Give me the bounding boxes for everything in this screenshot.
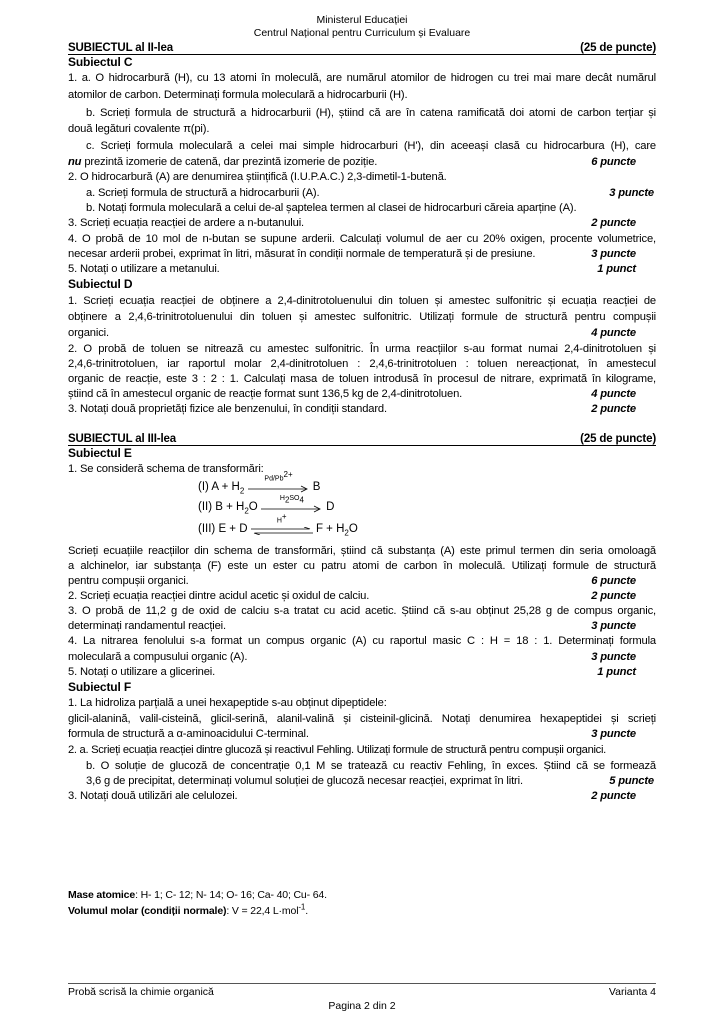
- c-q1b-line1: b. Scrieți formula de structură a hidrocarburii (H), știind că are în catena ramificată doi atomi de carbon terțiar și: [86, 107, 656, 119]
- eq2-arrow: [261, 495, 323, 513]
- d-q1-text: organici.: [68, 327, 109, 339]
- equilibrium-arrow-icon: [251, 527, 313, 535]
- d-q1-line3: [68, 326, 656, 340]
- molar-volume-label: Volumul molar (condiții normale): [68, 905, 227, 917]
- c-q1a-line1: 1. a. O hidrocarbură (H), cu 13 atomi în moleculă, are numărul atomilor de hidrogen cu trei mai mare decât numărul: [68, 72, 656, 84]
- c-q1a-line2: atomilor de carbon. Determinați formula moleculară a hidrocarburii (H).: [68, 89, 408, 101]
- e-q1-points: 6 puncte: [591, 575, 636, 587]
- f-q2a: 2. a. Scrieți ecuația reacției dintre glucoză și reactivul Fehling. Utilizați formule de structură pentru compușii organici.: [68, 744, 606, 756]
- footer-page: Pagina 2 din 2: [328, 1000, 396, 1012]
- eq1-catalyst: $Pd/Pb^{2+}$: [264, 470, 293, 483]
- e-q4-points: 3 puncte: [591, 651, 636, 663]
- e-q4-text: moleculară a compusului organic (A).: [68, 651, 248, 663]
- e-q5-points: 1 punct: [597, 666, 636, 678]
- c-q1b-line2: două legături covalente π(pi).: [68, 123, 210, 135]
- eq2-right: D: [326, 501, 335, 514]
- c-q1c-nu: nu: [68, 156, 82, 168]
- c-q1c-text: prezintă izomerie de catenă, dar prezintă izomerie de poziție.: [81, 156, 378, 168]
- atomic-masses-values: : H- 1; C- 12; N- 14; O- 16; Ca- 40; Cu- 64.: [135, 889, 327, 901]
- e-q2-points: 2 puncte: [591, 590, 636, 602]
- e-q2: [68, 589, 656, 603]
- subject-3-points: (25 de puncte): [580, 433, 656, 445]
- eq2-catalyst: $H_2SO_4$: [279, 495, 304, 505]
- e-q3-points: 3 puncte: [591, 620, 636, 632]
- eq3-arrow: [251, 512, 313, 535]
- e-q1-line1: Scrieți ecuațiile reacțiilor din schema de transformări, știind că substanța (A) este primul termen din seria omoloagă: [68, 545, 656, 557]
- c-q4-text: necesar arderii probei, exprimat în litri, măsurat în condiții normale de temperatură și de presiune.: [68, 248, 536, 260]
- ministry-header: Ministerul Educației: [316, 14, 408, 26]
- eq1-arrow: [248, 470, 310, 493]
- equation-3: (III) E + D H+ $F + H_2O$: [198, 512, 358, 538]
- e-q1-text: pentru compușii organici.: [68, 575, 189, 587]
- section-f-title: Subiectul F: [68, 680, 132, 694]
- section-e-title: Subiectul E: [68, 446, 132, 460]
- f-q2b-line1: b. O soluție de glucoză de concentrație 0,1 M se tratează cu reactiv Fehling, în exces. Știind că se formează: [86, 760, 656, 772]
- d-q2-points: 4 puncte: [591, 388, 636, 400]
- subject-3-title: SUBIECTUL al III-lea: [68, 433, 176, 445]
- d-q1-points: 4 puncte: [591, 327, 636, 339]
- e-q5-text: 5. Notați o utilizare a glicerinei.: [68, 666, 216, 678]
- d-q1-line2: obținere a 2,4,6-trinitrotoluenului din toluen și amestec sulfonitric. Utilizați formule de structură pentru compușii: [68, 311, 656, 323]
- c-q1c-line2: [68, 155, 656, 169]
- f-q2-points: 5 puncte: [609, 775, 654, 787]
- c-q3-text: 3. Scrieți ecuația reacției de ardere a n-butanului.: [68, 217, 304, 229]
- c-q5-points: 1 punct: [597, 263, 636, 275]
- f-q2b-line2: [68, 774, 674, 788]
- e-q1-line2: a alchinelor, iar substanța (F) este un ester cu patru atomi de carbon în moleculă. Utilizați formule de structură: [68, 560, 656, 572]
- e-q4-line2: [68, 650, 656, 664]
- f-q1-text: formula de structură a α-aminoacidului C-terminal.: [68, 728, 309, 740]
- equation-2: (II) $B + H_2O$ $H_2SO_4$ D: [198, 495, 335, 516]
- c-q2a: [68, 186, 674, 200]
- eq3-left: (III) E + D: [198, 523, 248, 536]
- f-q1-line2: glicil-alanină, valil-cisteină, glicil-serină, alanil-valină și cisteinil-glicină. Notați denumirea hexapeptidei și scrieți: [68, 713, 656, 725]
- eq3-catalyst: H+: [276, 512, 287, 525]
- c-q5: [68, 262, 656, 276]
- c-q1c-line1: c. Scrieți formula moleculară a celei mai simple hidrocarburi (H'), din aceeași clasă cu hidrocarbura (H), care: [86, 140, 656, 152]
- eq3-right: F + H: [315, 523, 345, 536]
- subject-3-heading: [68, 432, 656, 446]
- footer-exam: Probă scrisă la chimie organică: [68, 986, 214, 998]
- forward-arrow-icon: [261, 505, 323, 513]
- f-q3-points: 2 puncte: [591, 790, 636, 802]
- footer-divider: [68, 983, 656, 984]
- e-q4-line1: 4. La nitrarea fenolului s-a format un compus organic (A) cu raportul masic C : H = 18 : 1. Determinați formula: [68, 635, 656, 647]
- e-q3-text: determinați randamentul reacției.: [68, 620, 226, 632]
- eq2-left: (II) B + H: [198, 501, 245, 514]
- d-q3: [68, 402, 656, 416]
- e-q5: [68, 665, 656, 679]
- c-q3: [68, 216, 656, 230]
- forward-arrow-icon: [248, 485, 310, 493]
- e-q3-line1: 3. O probă de 11,2 g de oxid de calciu s-a tratat cu acid acetic. Știind că s-au obținut 25,28 g de compus organic,: [68, 605, 656, 617]
- subject-2-points: (25 de puncte): [580, 42, 656, 54]
- c-q1-points: 6 puncte: [591, 156, 636, 168]
- center-header: Centrul Național pentru Curriculum și Evaluare: [253, 27, 471, 39]
- atomic-masses: [68, 888, 656, 902]
- equation-1: (I) $A + H_2$ $Pd/Pb^{2+}$ B: [198, 470, 321, 496]
- d-q1-line1: 1. Scrieți ecuația reacției de obținere a 2,4-dinitrotoluenului din toluen și amestec sulfonitric și ecuația reacției de: [68, 295, 656, 307]
- c-q4-points: 3 puncte: [591, 248, 636, 260]
- c-q4-line1: 4. O probă de 10 mol de n-butan se supune arderii. Calculați volumul de aer cu 20% oxigen, procente volumetrice,: [68, 233, 656, 245]
- e-q2-text: 2. Scrieți ecuația reacției dintre acidul acetic și oxidul de calciu.: [68, 590, 370, 602]
- d-q2-line1: 2. O probă de toluen se nitrează cu amestec sulfonitric. În urma reacțiilor s-au format numai 2,4-dinitrotoluen și: [68, 343, 656, 355]
- subject-2-title: SUBIECTUL al II-lea: [68, 42, 173, 54]
- f-q1-points: 3 puncte: [591, 728, 636, 740]
- f-q3: [68, 789, 656, 803]
- f-q2b-text: 3,6 g de precipitat, determinați volumul soluției de glucoză necesar reacției, exprimat în litri.: [86, 775, 523, 787]
- footer-variant: Varianta 4: [608, 986, 656, 998]
- eq1-left: (I) A + H: [198, 481, 240, 494]
- c-q3-points: 2 puncte: [591, 217, 636, 229]
- d-q2-line4: [68, 387, 656, 401]
- eq1-right: B: [312, 481, 321, 494]
- section-c-title: Subiectul C: [68, 55, 133, 69]
- f-q1-line1: 1. La hidroliza parțială a unei hexapeptide s-au obținut dipeptidele:: [68, 697, 387, 709]
- d-q2-text: știind că în amestecul organic de reacție format sunt 136,5 kg de 2,4-dinitrotoluen.: [68, 388, 463, 400]
- f-q3-text: 3. Notați două utilizări ale celulozei.: [68, 790, 238, 802]
- atomic-masses-label: Mase atomice: [68, 889, 136, 901]
- molar-volume: Volumul molar (condiții normale): V = 22,4 L·mol$^{-1}$.: [68, 902, 308, 917]
- c-q2b: b. Notați formula moleculară a celui de-al șaptelea termen al clasei de hidrocarburi căreia aparține (A).: [86, 202, 577, 214]
- d-q2-line3: organic de reacție, este 3 : 2 : 1. Calculați masa de toluen introdusă în procesul de nitrare, exprimată în kilograme,: [68, 373, 656, 385]
- e-q1: 1. Se consideră schema de transformări:: [68, 463, 264, 475]
- c-q2a-points: 3 puncte: [609, 187, 654, 199]
- molar-volume-values: : V = 22,4 L·mol: [226, 905, 299, 917]
- e-q3-line2: [68, 619, 656, 633]
- c-q5-text: 5. Notați o utilizare a metanului.: [68, 263, 220, 275]
- d-q3-points: 2 puncte: [591, 403, 636, 415]
- c-q4-line2: [68, 247, 656, 261]
- d-q2-line2: 2,4,6-trinitrotoluen, iar raportul molar 2,4-dinitrotoluen : 2,4,6-trinitrotoluen : toluen nereacționat, în amestecul: [68, 358, 656, 370]
- c-q2: 2. O hidrocarbură (A) are denumirea științifică (I.U.P.A.C.) 2,3-dimetil-1-butenă.: [68, 171, 447, 183]
- c-q2a-text: a. Scrieți formula de structură a hidrocarburii (A).: [86, 187, 320, 199]
- f-q1-line3: [68, 727, 656, 741]
- subject-2-heading: [68, 41, 656, 55]
- section-d-title: Subiectul D: [68, 277, 133, 291]
- e-q1-line3: [68, 574, 656, 588]
- d-q3-text: 3. Notați două proprietăți fizice ale benzenului, în condiții standard.: [68, 403, 387, 415]
